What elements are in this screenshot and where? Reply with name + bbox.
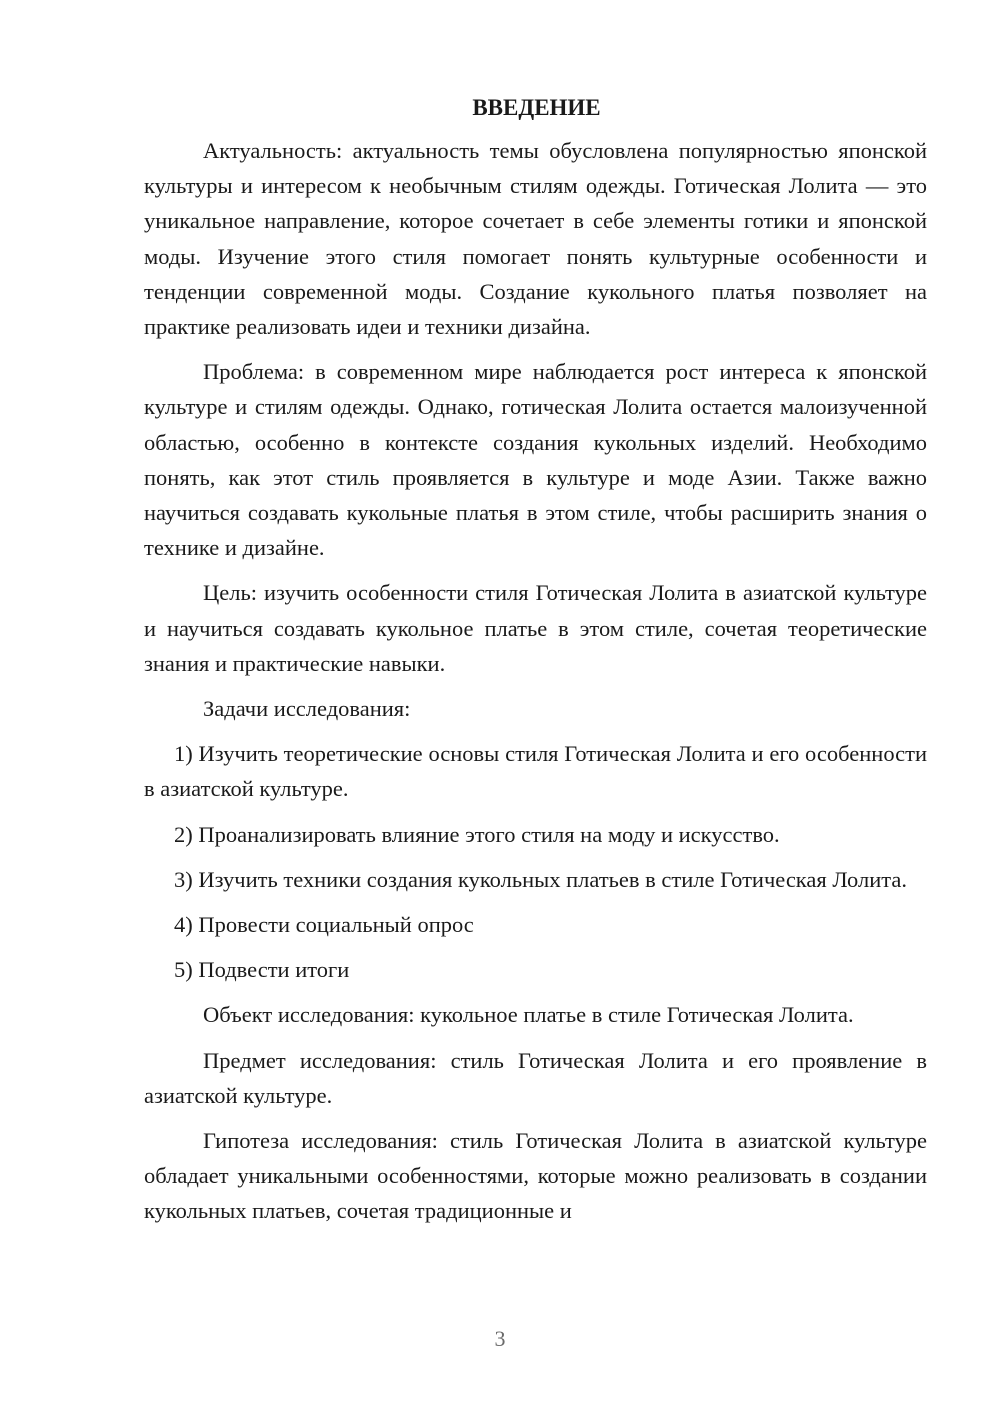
paragraph-subject: Предмет исследования: стиль Готическая Лолита и его проявление в азиатской культуре. — [144, 1047, 927, 1108]
page-number: 3 — [494, 1326, 506, 1351]
paragraph-problem: Проблема: в современном мире наблюдается рост интереса к японской культуре и стилям одежды. Однако, готическая Лолита остается малоизученной областью, особенно в контексте создания кукольных изделий. Необходимо понять, как этот стиль проявляется в культуре и моде Азии. Также важно научиться создавать кукольные платья в этом стиле, чтобы расширить знания о технике и дизайне. — [144, 359, 927, 561]
task-item-2: 2) Проанализировать влияние этого стиля на моду и искусство. — [174, 821, 780, 847]
paragraph-relevance: Актуальность: актуальность темы обусловлена популярностью японской культуры и интересом к необычным стилям одежды. Готическая Лолита — это уникальное направление, которое сочетает в себе элементы готики и японской моды. Изучение этого стиля помогает понять культурные особенности и тенденции современной моды. Создание кукольного платья позволяет на практике реализовать идеи и техники дизайна. — [144, 138, 927, 340]
paragraph-object: Объект исследования: кукольное платье в стиле Готическая Лолита. — [203, 1002, 854, 1028]
tasks-heading: Задачи исследования: — [203, 696, 411, 722]
task-item-1: 1) Изучить теоретические основы стиля Готическая Лолита и его особенности в азиатской культуре. — [144, 741, 927, 802]
paragraph-goal: Цель: изучить особенности стиля Готическая Лолита в азиатской культуре и научиться создавать кукольное платье в этом стиле, сочетая теоретические знания и практические навыки. — [144, 580, 927, 676]
task-item-4: 4) Провести социальный опрос — [174, 912, 474, 938]
task-item-3: 3) Изучить техники создания кукольных платьев в стиле Готическая Лолита. — [174, 866, 907, 892]
paragraph-hypothesis: Гипотеза исследования: стиль Готическая Лолита в азиатской культуре обладает уникальными особенностями, которые можно реализовать в создании кукольных платьев, сочетая традиционные и — [144, 1128, 927, 1224]
page-title: ВВЕДЕНИЕ — [472, 95, 601, 120]
document-body — [144, 90, 927, 1229]
task-item-5: 5) Подвести итоги — [174, 957, 350, 983]
